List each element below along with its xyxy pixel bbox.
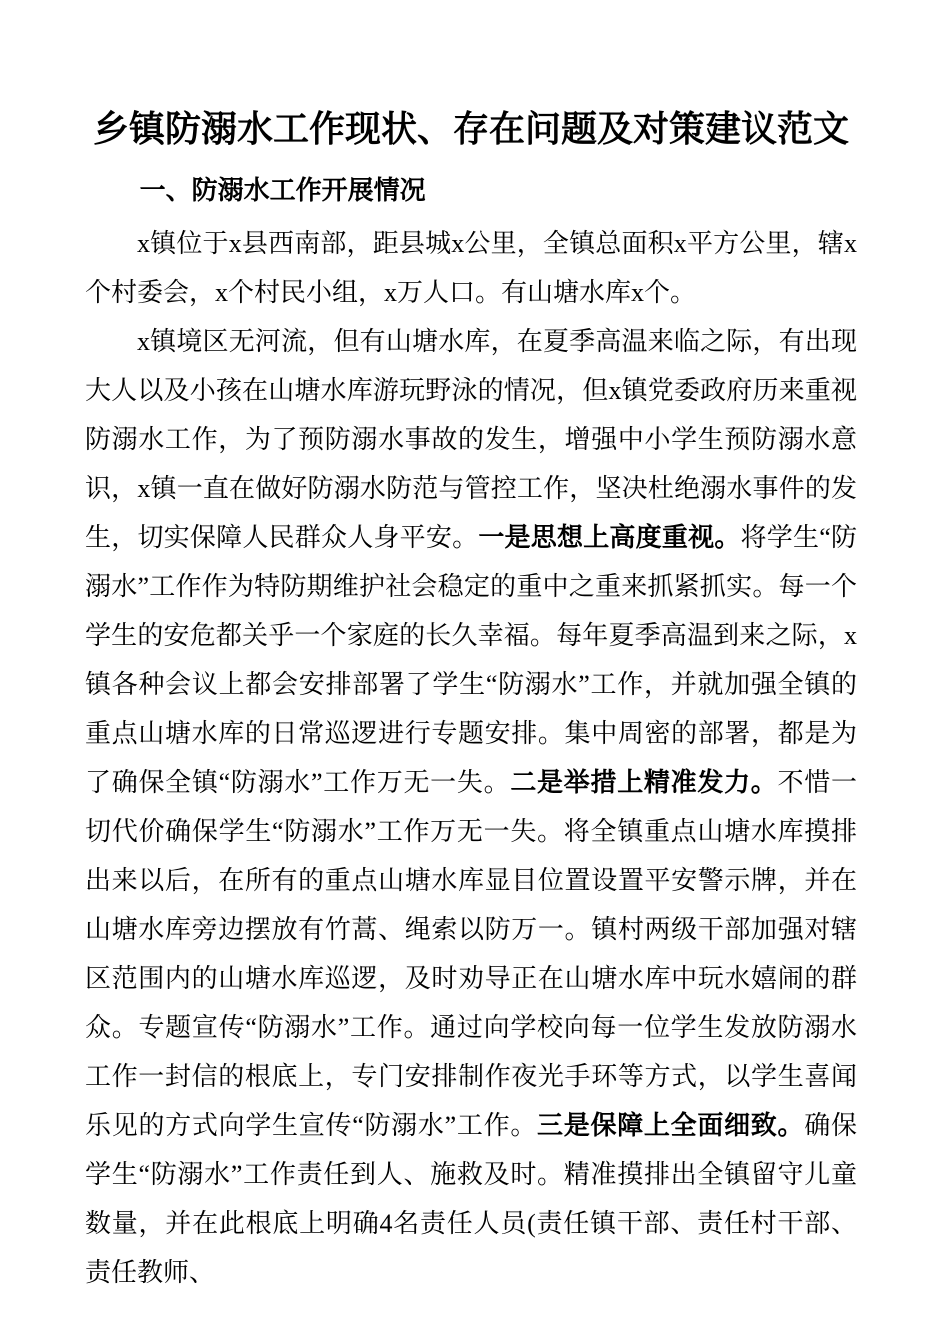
paragraph-overview [85,219,857,317]
text-run: 不惜一切代价确保学生“防溺水”工作万无一失。将全镇重点山塘水库摸排出来以后，在所有的重点山塘水库显目位置设置平安警示牌，并在山塘水库旁边摆放有竹蒿、绳索以防万一。镇村两级干部加强对辖区范围内的山塘水库巡逻，及时劝导正在山塘水库中玩水嬉闹的群众。专题宣传“防溺水”工作。通过向学校向每一位学生发放防溺水工作一封信的根底上，专门安排制作夜光手环等方式，以学生喜闻乐见的方式向学生宣传“防溺水”工作。 [85,768,857,1140]
text-run: x镇境区无河流，但有山塘水库，在夏季高温来临之际，有出现大人以及小孩在山塘水库游玩野泳的情况，但x镇党委政府历来重视防溺水工作，为了预防溺水事故的发生，增强中小学生预防溺水意识，x镇一直在做好防溺水防范与管控工作，坚决杜绝溺水事件的发生，切实保障人民群众人身平安。 [85,327,857,552]
text-run: x镇位于x县西南部，距县城x公里，全镇总面积x平方公里，辖x个村委会，x个村民小组，x万人口。有山塘水库x个。 [85,229,857,307]
text-run: 将学生“防溺水”工作作为特防期维护社会稳定的重中之重来抓紧抓实。每一个学生的安危都关乎一个家庭的长久幸福。每年夏季高温到来之际，x镇各种会议上都会安排部署了学生“防溺水”工作，并就加强全镇的重点山塘水库的日常巡逻进行专题安排。集中周密的部署，都是为了确保全镇“防溺水”工作万无一失。 [85,523,857,797]
bold-run-point-two: 二是举措上精准发力。 [510,767,778,797]
paragraph-work-details [85,317,857,1297]
document-title: 乡镇防溺水工作现状、存在问题及对策建议范文 [92,108,849,149]
bold-run-point-three: 三是保障上全面细致。 [537,1110,805,1140]
bold-run-point-one: 一是思想上高度重视。 [478,522,741,552]
section-heading: 一、防溺水工作开展情况 [139,175,426,205]
text-run: 确保学生“防溺水”工作责任到人、施救及时。精准摸排出全镇留守儿童数量，并在此根底上明确4名责任人员(责任镇干部、责任村干部、责任教师、 [85,1111,857,1287]
